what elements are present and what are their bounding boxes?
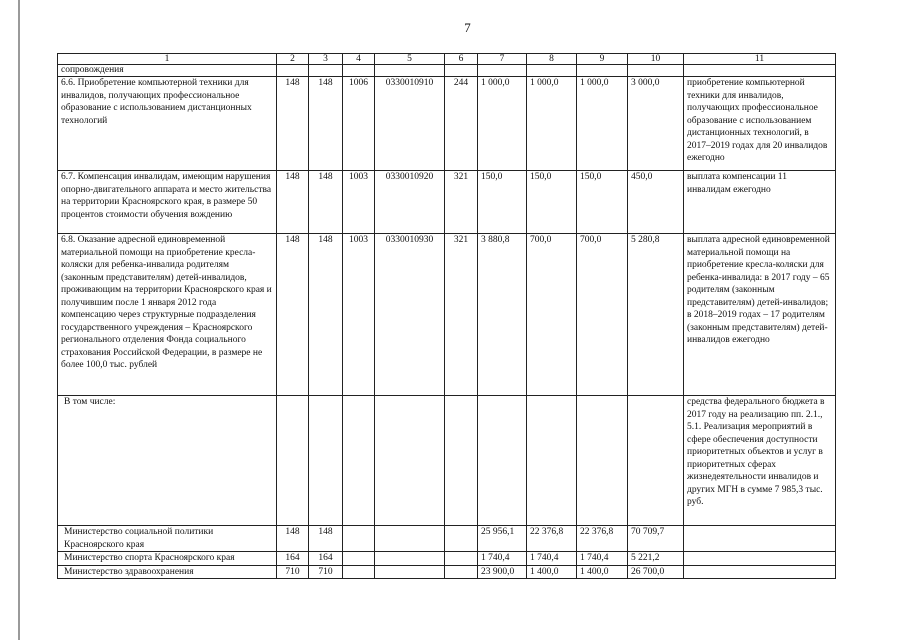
binding-line [18,0,20,640]
row-description: 6.6. Приобретение компьютерной техники для инвалидов, получающих профессиональное образование с использованием дистанционных технологий [58,77,277,171]
cell-grbs-code: 148 [309,234,343,396]
header-cell: 10 [628,54,684,65]
cell-target-code [375,65,445,77]
cell-admin-code: 148 [277,171,309,234]
cell-target-code: 0330010920 [375,171,445,234]
row-description: 6.7. Компенсация инвалидам, имеющим нарушения опорно-двигательного аппарата и место жительства на территории Красноярского края, в размере 50 процентов стоимости обучения вождению [58,171,277,234]
cell-grbs-code: 148 [309,526,343,552]
cell-admin-code: 148 [277,234,309,396]
cell-grbs-code: 148 [309,171,343,234]
cell-expense-type [445,396,478,526]
cell-2019 [577,65,628,77]
cell-total: 26 700,0 [628,565,684,579]
cell-section-code [343,565,375,579]
cell-expense-type: 244 [445,77,478,171]
cell-admin-code [277,396,309,526]
table-row [58,565,836,579]
cell-total [628,396,684,526]
header-cell: 7 [478,54,527,65]
table-row [58,234,836,396]
table-row [58,396,836,526]
cell-total: 3 000,0 [628,77,684,171]
cell-section-code: 1003 [343,234,375,396]
cell-admin-code: 148 [277,526,309,552]
cell-section-code [343,552,375,566]
cell-2019: 1 740,4 [577,552,628,566]
cell-2018: 150,0 [527,171,577,234]
cell-target-code [375,526,445,552]
cell-2019 [577,396,628,526]
cell-2017: 25 956,1 [478,526,527,552]
cell-target-code [375,565,445,579]
cell-2019: 700,0 [577,234,628,396]
header-cell: 6 [445,54,478,65]
cell-2017: 3 880,8 [478,234,527,396]
cell-section-code [343,65,375,77]
cell-result [684,65,836,77]
table-row [58,77,836,171]
cell-expense-type: 321 [445,171,478,234]
cell-2018 [527,65,577,77]
cell-2018: 1 000,0 [527,77,577,171]
cell-total: 5 280,8 [628,234,684,396]
cell-section-code: 1003 [343,171,375,234]
cell-2019: 150,0 [577,171,628,234]
cell-grbs-code [309,65,343,77]
cell-2017: 150,0 [478,171,527,234]
cell-2017: 1 740,4 [478,552,527,566]
table-row [58,552,836,566]
row-description: Министерство социальной политики Красноярского края [58,526,277,552]
cell-expense-type [445,526,478,552]
header-cell: 5 [375,54,445,65]
cell-target-code [375,396,445,526]
cell-result: приобретение компьютерной техники для инвалидов, получающих профессиональное образование с использованием дистанционных технологий, в 2017–2019 годах для 20 инвалидов ежегодно [684,77,836,171]
table-row [58,65,836,77]
cell-grbs-code: 148 [309,77,343,171]
cell-grbs-code [309,396,343,526]
cell-2017: 23 900,0 [478,565,527,579]
cell-section-code: 1006 [343,77,375,171]
cell-total: 450,0 [628,171,684,234]
cell-result [684,526,836,552]
cell-result [684,565,836,579]
cell-expense-type: 321 [445,234,478,396]
cell-admin-code: 148 [277,77,309,171]
cell-result: выплата компенсации 11 инвалидам ежегодно [684,171,836,234]
header-cell: 4 [343,54,375,65]
table-row [58,526,836,552]
page-number: 7 [464,20,471,35]
cell-target-code [375,552,445,566]
cell-expense-type [445,552,478,566]
row-description: В том числе: [58,396,277,526]
row-description: 6.8. Оказание адресной единовременной материальной помощи на приобретение кресла-коляски для ребенка-инвалида родителям (законным представителям) детей-инвалидов, проживающим на территории Красноярского края и получившим после 1 января 2012 года компенсацию через структурные подразделения государственного учреждения – Красноярского регионального отделения Фонда социального страхования Российской Федерации, в размере не более 100,0 тыс. рублей [58,234,277,396]
cell-total [628,65,684,77]
row-description: сопровождения [58,65,277,77]
cell-2018: 1 740,4 [527,552,577,566]
cell-2018: 700,0 [527,234,577,396]
program-table [57,53,836,579]
cell-target-code: 0330010910 [375,77,445,171]
cell-section-code [343,396,375,526]
cell-admin-code [277,65,309,77]
header-cell: 11 [684,54,836,65]
cell-2019: 1 000,0 [577,77,628,171]
cell-total: 5 221,2 [628,552,684,566]
cell-result [684,552,836,566]
cell-grbs-code: 710 [309,565,343,579]
cell-2019: 1 400,0 [577,565,628,579]
row-description: Министерство здравоохранения [58,565,277,579]
table-header-row [58,54,836,65]
header-cell: 1 [58,54,277,65]
cell-admin-code: 710 [277,565,309,579]
cell-expense-type [445,65,478,77]
cell-total: 70 709,7 [628,526,684,552]
cell-section-code [343,526,375,552]
cell-2017: 1 000,0 [478,77,527,171]
cell-2018 [527,396,577,526]
cell-2018: 22 376,8 [527,526,577,552]
header-cell: 2 [277,54,309,65]
table-row [58,171,836,234]
cell-expense-type [445,565,478,579]
cell-admin-code: 164 [277,552,309,566]
cell-grbs-code: 164 [309,552,343,566]
cell-target-code: 0330010930 [375,234,445,396]
row-description: Министерство спорта Красноярского края [58,552,277,566]
cell-result: выплата адресной единовременной материальной помощи на приобретение кресла-коляски для ребенка-инвалида: в 2017 году – 65 родителям (законным представителям) детей-инвалидов; в 2018–2019 годах – 17 родителям (законным представителям) детей-инвалидов ежегодно [684,234,836,396]
header-cell: 3 [309,54,343,65]
cell-2019: 22 376,8 [577,526,628,552]
cell-result: средства федерального бюджета в 2017 году на реализацию пп. 2.1., 5.1. Реализация мероприятий в сфере обеспечения доступности приоритетных объектов и услуг в приоритетных сферах жизнедеятельности инвалидов и других МГН в сумме 7 985,3 тыс. руб. [684,396,836,526]
cell-2017 [478,65,527,77]
header-cell: 8 [527,54,577,65]
header-cell: 9 [577,54,628,65]
cell-2017 [478,396,527,526]
cell-2018: 1 400,0 [527,565,577,579]
